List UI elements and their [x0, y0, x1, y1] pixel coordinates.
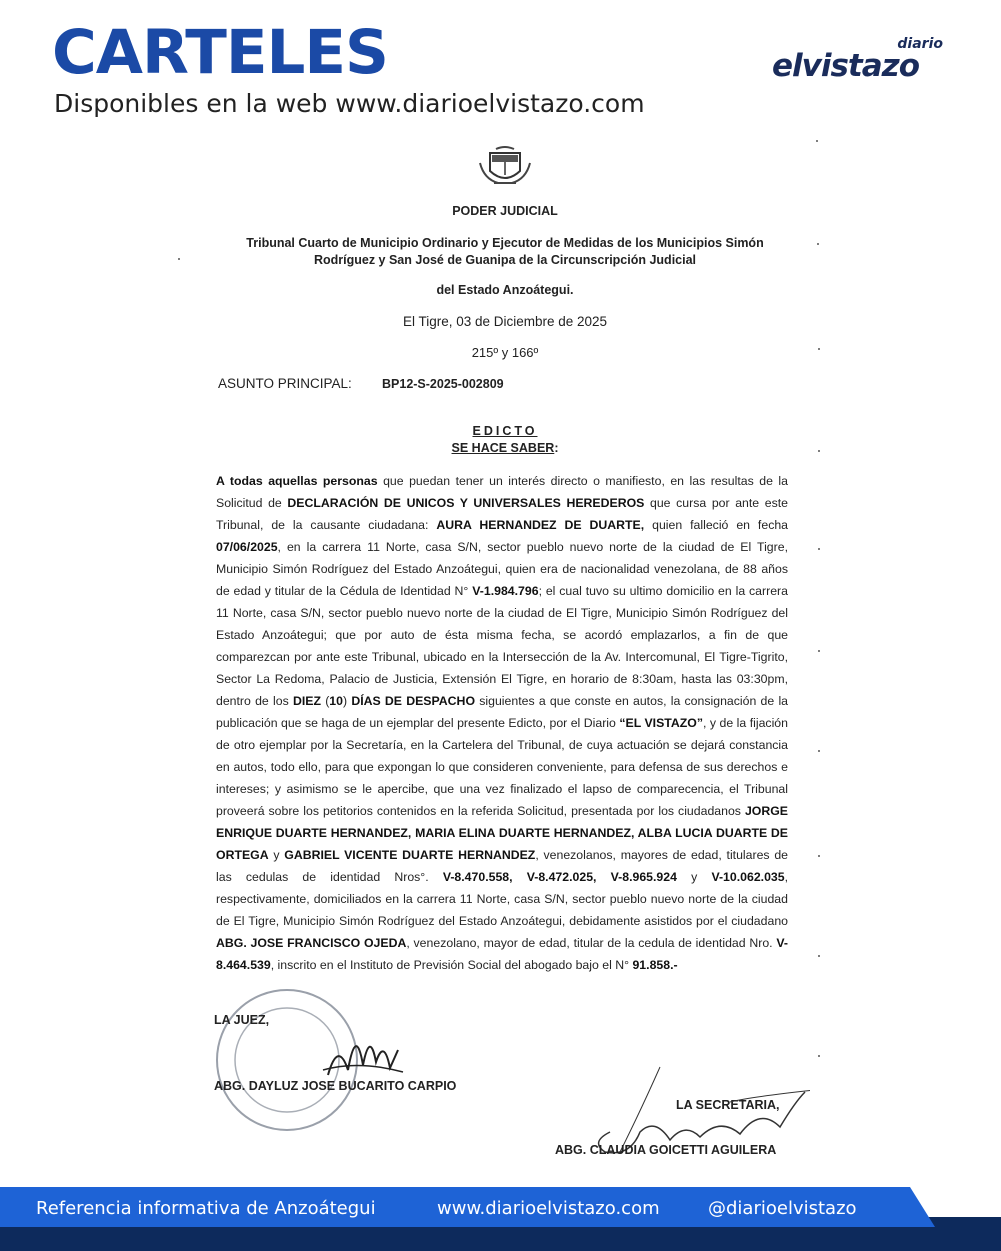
body-bold-segment: 07/06/2025: [216, 540, 278, 554]
edict-subtitle-colon: :: [554, 441, 559, 455]
years-line: 215º y 166º: [471, 345, 539, 360]
body-text-segment: que puedan tener un interés directo o manifiesto, en las resultas de la Solicitud de: [216, 474, 788, 510]
body-bold-segment: DECLARACIÓN DE UNICOS Y UNIVERSALES HEREDEROS: [287, 496, 645, 510]
body-bold-segment: 91.858.-: [632, 958, 678, 972]
body-text-segment: , en la carrera 11 Norte, casa S/N, sector pueblo nuevo norte de la ciudad de El Tigre, Municipio Simón Rodríguez del Estado Anzoátegui, quien era de nacionalidad venezolana, de 88 años de edad y titular de la Cédula de Identidad N°: [216, 540, 788, 598]
body-text-segment: , inscrito en el Instituto de Previsión Social del abogado bajo el N°: [270, 958, 633, 972]
judge-signature-icon: [318, 1020, 408, 1080]
body-text-segment: , venezolano, mayor de edad, titular de la cedula de identidad Nro.: [406, 936, 777, 950]
footer-social-handle[interactable]: @diarioelvistazo: [708, 1198, 857, 1219]
body-text-segment: ): [342, 694, 352, 708]
secretary-name: ABG. CLAUDIA GOICETTI AGUILERA: [555, 1143, 777, 1157]
body-text-segment: ; el cual tuvo su ultimo domicilio en la carrera 11 Norte, casa S/N, sector pueblo nuevo norte de la ciudad de El Tigre, Municipio Simón Rodríguez del Estado Anzoátegui; que por auto de ésta misma fecha, se acordó emplazarlos, a fin de que comparezcan por ante este Tribunal, ubicado en la Intersección de la Av. Intercomunal, El Tigre-Tigrito, Sector La Redoma, Palacio de Justicia, Extensión El Tigre, en horario de 8:30am, hasta las 03:30pm, dentro de los: [216, 584, 788, 708]
tribunal-line-2: Rodríguez y San José de Guanipa de la Circunscripción Judicial: [313, 253, 697, 267]
state-line: del Estado Anzoátegui.: [436, 283, 574, 297]
body-bold-segment: V-8.470.558, V-8.472.025, V-8.965.924: [442, 870, 677, 884]
brand-small-text: diario: [897, 36, 943, 52]
body-text-segment: y: [268, 848, 285, 862]
footer-tagline: Referencia informativa de Anzoátegui: [36, 1198, 376, 1219]
subject-value: BP12-S-2025-002809: [382, 377, 504, 391]
brand-name: elvistazo: [772, 48, 920, 84]
edict-subtitle-wrap: [180, 441, 830, 455]
edict-title: EDICTO: [472, 424, 538, 438]
tribunal-line-1: Tribunal Cuarto de Municipio Ordinario y Ejecutor de Medidas de los Municipios Simón: [246, 236, 764, 250]
judge-name: ABG. DAYLUZ JOSE BUCARITO CARPIO: [214, 1079, 457, 1093]
body-bold-segment: ABG. JOSE FRANCISCO OJEDA: [216, 936, 407, 950]
body-text-segment: quien falleció en fecha: [644, 518, 789, 532]
body-bold-segment: V-10.062.035: [711, 870, 785, 884]
institution-heading: PODER JUDICIAL: [452, 204, 558, 218]
body-text-segment: , respectivamente, domiciliados en la carrera 11 Norte, casa S/N, sector pueblo nuevo norte de la ciudad de El Tigre, Municipio Simón Rodríguez del Estado Anzoátegui, debidamente asistidos por el ciudadano: [216, 870, 789, 928]
coat-of-arms-icon: [478, 145, 532, 187]
body-bold-segment: AURA HERNANDEZ DE DUARTE,: [436, 518, 645, 532]
body-bold-segment: V-1.984.796: [472, 584, 539, 598]
edict-subtitle: SE HACE SABER: [451, 441, 555, 455]
body-bold-segment: “EL VISTAZO”: [619, 716, 703, 730]
body-text-segment: (: [320, 694, 330, 708]
body-text-segment: , y de la fijación de otro ejemplar por la Secretaría, en la Cartelera del Tribunal, de cuya actuación se dejará constancia en autos, todo ello, para que expongan lo que consideren conveniente, para defensa de sus derechos e intereses; y asimismo se le apercibe, que una vez finalizado el lapso de comparecencia, el Tribunal proveerá sobre los petitorios contenidos en la referida Solicitud, presentada por los ciudadanos: [216, 716, 788, 818]
judge-title: LA JUEZ,: [214, 1013, 270, 1027]
footer-website-link[interactable]: www.diarioelvistazo.com: [437, 1198, 660, 1219]
body-bold-segment: DIEZ: [292, 694, 321, 708]
body-text-segment: y: [676, 870, 712, 884]
page-subtitle: Disponibles en la web www.diarioelvistazo.com: [54, 89, 645, 118]
body-text-segment: , venezolanos, mayores de edad, titulares de las cedulas de identidad Nros°.: [216, 848, 788, 884]
page-title: CARTELES: [52, 17, 388, 88]
body-bold-segment: DÍAS DE DESPACHO: [351, 694, 476, 708]
secretary-title: LA SECRETARIA,: [676, 1098, 780, 1112]
body-text-segment: siguientes a que conste en autos, la consignación de la publicación que se haga de un ejemplar del presente Edicto, por el Diario: [216, 694, 789, 730]
body-bold-segment: JORGE ENRIQUE DUARTE HERNANDEZ, MARIA ELINA DUARTE HERNANDEZ, ALBA LUCIA DUARTE DE ORTEGA: [216, 804, 788, 862]
edict-body: [216, 470, 788, 976]
place-date: El Tigre, 03 de Diciembre de 2025: [402, 314, 608, 329]
subject-label: ASUNTO PRINCIPAL:: [218, 376, 352, 391]
body-bold-segment: GABRIEL VICENTE DUARTE HERNANDEZ: [284, 848, 536, 862]
body-text-segment: que cursa por ante este Tribunal, de la causante ciudadana:: [216, 496, 788, 532]
body-bold-segment: V-8.464.539: [216, 936, 788, 972]
body-bold-segment: A todas aquellas personas: [216, 474, 378, 488]
body-bold-segment: 10: [329, 694, 343, 708]
